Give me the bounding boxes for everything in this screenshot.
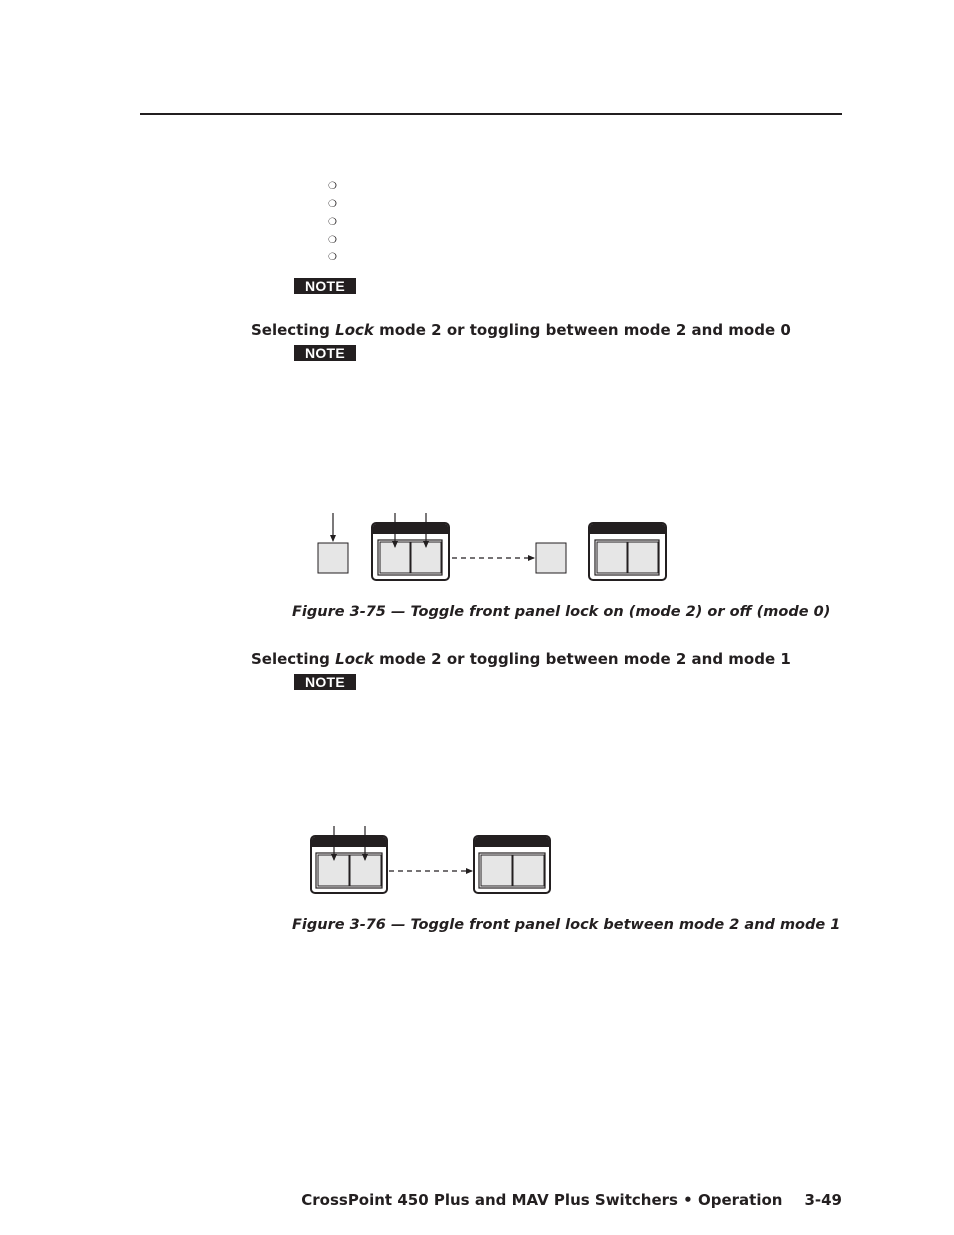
bullet-marker-4: ❍ [328, 235, 337, 246]
figure-caption-3-75: Figure 3-75 — Toggle front panel lock on (mode 2) or off (mode 0) [292, 604, 831, 620]
page-number: 3-49 [804, 1191, 842, 1209]
button-right [628, 542, 658, 573]
button-right [513, 855, 544, 886]
button-single [536, 543, 566, 573]
note-badge: NOTE [294, 345, 356, 361]
button-single [318, 543, 348, 573]
note-badge: NOTE [294, 674, 356, 690]
figure-caption-3-76: Figure 3-76 — Toggle front panel lock between mode 2 and mode 1 [292, 917, 841, 933]
heading-italic-term: Lock [335, 321, 374, 339]
section-heading-mode2-mode1 [251, 650, 791, 668]
bullet-marker-2: ❍ [328, 199, 337, 210]
heading-italic-term: Lock [335, 650, 374, 668]
button-left [481, 855, 512, 886]
footer-title: CrossPoint 450 Plus and MAV Plus Switchers • Operation [301, 1191, 783, 1209]
lock-mode0-diagram [300, 505, 680, 595]
heading-prefix: Selecting [251, 321, 336, 339]
heading-suffix: mode 2 or toggling between mode 2 and mode 0 [373, 321, 791, 339]
bullet-marker-1: ❍ [328, 181, 337, 192]
heading-prefix: Selecting [251, 650, 336, 668]
bullet-marker-3: ❍ [328, 217, 337, 228]
section-heading-mode2-mode0 [251, 321, 791, 339]
lock-mode1-diagram [300, 820, 560, 900]
button-left [597, 542, 627, 573]
bullet-marker-5: ❍ [328, 252, 337, 263]
header-rule [140, 113, 842, 115]
note-badge: NOTE [294, 278, 356, 294]
page-footer [301, 1191, 842, 1209]
heading-suffix: mode 2 or toggling between mode 2 and mode 1 [373, 650, 791, 668]
